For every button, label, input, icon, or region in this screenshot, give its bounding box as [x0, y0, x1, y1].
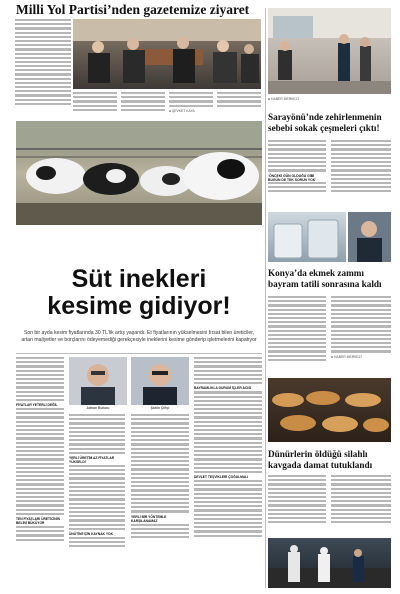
sarayonu-subhead: ‘ÖNCEKİ GÜN OLDUĞU GİBİ BUGÜN DE TEK SORUN YOK’	[268, 173, 317, 182]
deck-rule	[16, 353, 262, 354]
milk-headline: Süt inekleri kesime gidiyor!	[47, 265, 231, 320]
sarayonu-headline: Sarayönü’nde zehirlenmenin sebebi sokak çeşmeleri çıktı!	[268, 112, 382, 133]
top-story-caption: ◘ ŞEVKET KAYA	[169, 108, 195, 113]
top-story-columns	[73, 92, 261, 116]
water-tank-photo	[268, 212, 346, 262]
cow-photo	[16, 121, 262, 225]
top-story-body	[15, 19, 71, 111]
sarayonu-body	[268, 140, 391, 210]
milk-col-4: BAYRAMLIKLA DURUM İÇLER ACISI DEVLET TEŞVİKLERİ ÇOĞALMALI	[194, 357, 262, 589]
dunur-headline: Dünürlerin öldüğü silahlı kavgada damat tutuklandı	[268, 449, 373, 470]
portrait-caption-1: Adnan Bulucu	[86, 406, 110, 410]
dunur-body	[268, 475, 391, 535]
bread-body	[268, 296, 391, 376]
right-top-caption: ◘ HABER MERKEZİ	[268, 97, 299, 101]
crime-scene-photo	[268, 538, 391, 588]
meeting-photo	[73, 19, 261, 89]
portrait-adnan-bulucu	[69, 357, 127, 405]
bread-photo	[268, 378, 391, 442]
bread-caption: ◘ HABER MERKEZİ	[331, 354, 362, 359]
column-divider	[265, 8, 266, 588]
milk-col-2: YERLİ ÜRETİM AZ FİYATLAR YÜKSELDİ ÜNÜTİMİ İÇİN KAYNAK YOK	[69, 414, 125, 588]
portrait-sahin-ciftci	[131, 357, 189, 405]
man-portrait-photo	[348, 212, 391, 262]
milk-deck: Son bir ayda kesim fiyatlarında 30 TL’lik artış yaşandı. Et fiyatlarının yükselmesini fırsat bilen üreticiler, artan maliyetler ve borçlarını ödeyemediği gerekçesiyle ineklerini kesime gönderip işletmelerini kapatıyor	[21, 330, 257, 343]
milk-col-1: FİYATLAR YETERLİ DEĞİL TEN FİYATLARI ÜRETİCİNİN BELİNİ BÜKÜYOR	[16, 357, 64, 587]
milk-col-3: YERLİ BİR YÖNTEMLE KARŞILANAMAZ	[131, 414, 189, 588]
hospital-photo	[268, 8, 391, 94]
top-headline: Milli Yol Partisi’nden gazetemize ziyaret	[16, 2, 250, 17]
portrait-caption-2: Şahin Çiftçi	[150, 406, 170, 410]
bread-headline: Konya’da ekmek zammı bayram tatili sonrasına kaldı	[268, 268, 382, 289]
